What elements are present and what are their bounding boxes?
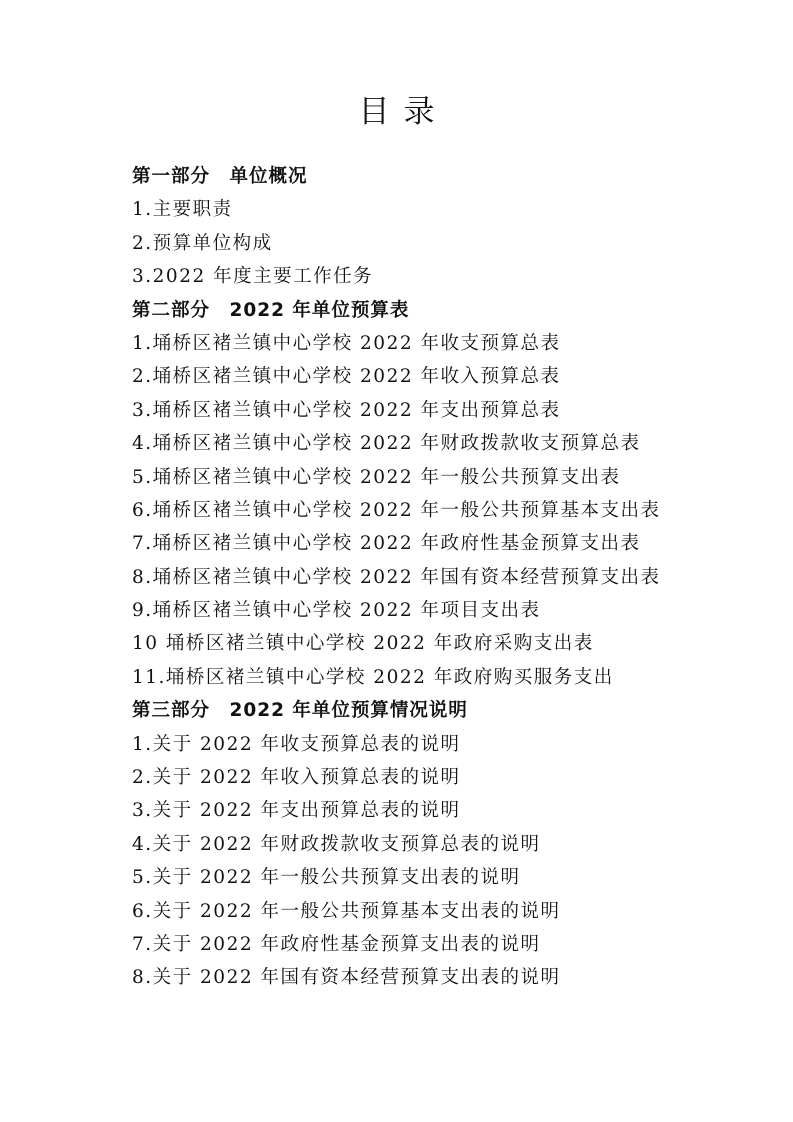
toc-item: 3.埇桥区褚兰镇中心学校 2022 年支出预算总表 bbox=[132, 399, 561, 421]
toc-item: 9.埇桥区褚兰镇中心学校 2022 年项目支出表 bbox=[132, 600, 541, 622]
toc-item: 4.关于 2022 年财政拨款收支预算总表的说明 bbox=[132, 833, 541, 855]
toc-item: 5.关于 2022 年一般公共预算支出表的说明 bbox=[132, 867, 521, 889]
toc-item: 6.关于 2022 年一般公共预算基本支出表的说明 bbox=[132, 900, 561, 922]
toc-item: 7.埇桥区褚兰镇中心学校 2022 年政府性基金预算支出表 bbox=[132, 533, 641, 555]
toc-item: 11.埇桥区褚兰镇中心学校 2022 年政府购买服务支出 bbox=[132, 666, 614, 688]
toc-item: 3.关于 2022 年支出预算总表的说明 bbox=[132, 800, 461, 822]
toc-item: 6.埇桥区褚兰镇中心学校 2022 年一般公共预算基本支出表 bbox=[132, 499, 661, 521]
toc-section-heading: 第三部分 2022 年单位预算情况说明 bbox=[132, 700, 468, 722]
toc-item: 1.埇桥区褚兰镇中心学校 2022 年收支预算总表 bbox=[132, 332, 561, 354]
page-title: 目录 bbox=[358, 94, 449, 130]
toc-item: 8.埇桥区褚兰镇中心学校 2022 年国有资本经营预算支出表 bbox=[132, 566, 661, 588]
toc-item: 4.埇桥区褚兰镇中心学校 2022 年财政拨款收支预算总表 bbox=[132, 433, 641, 455]
toc-section-heading: 第一部分 单位概况 bbox=[132, 166, 308, 187]
toc-item: 2.关于 2022 年收入预算总表的说明 bbox=[132, 767, 461, 789]
toc-item: 1.关于 2022 年收支预算总表的说明 bbox=[132, 733, 461, 755]
toc-section-heading: 第二部分 2022 年单位预算表 bbox=[132, 299, 410, 321]
toc-item: 1.主要职责 bbox=[132, 199, 233, 221]
table-of-contents bbox=[132, 160, 661, 995]
toc-item: 2.预算单位构成 bbox=[132, 232, 273, 254]
toc-item: 8.关于 2022 年国有资本经营预算支出表的说明 bbox=[132, 967, 561, 989]
toc-item: 10 埇桥区褚兰镇中心学校 2022 年政府采购支出表 bbox=[132, 633, 594, 655]
toc-item: 7.关于 2022 年政府性基金预算支出表的说明 bbox=[132, 933, 541, 955]
toc-item: 2.埇桥区褚兰镇中心学校 2022 年收入预算总表 bbox=[132, 366, 561, 388]
toc-item: 5.埇桥区褚兰镇中心学校 2022 年一般公共预算支出表 bbox=[132, 466, 621, 488]
toc-item: 3.2022 年度主要工作任务 bbox=[132, 266, 374, 288]
